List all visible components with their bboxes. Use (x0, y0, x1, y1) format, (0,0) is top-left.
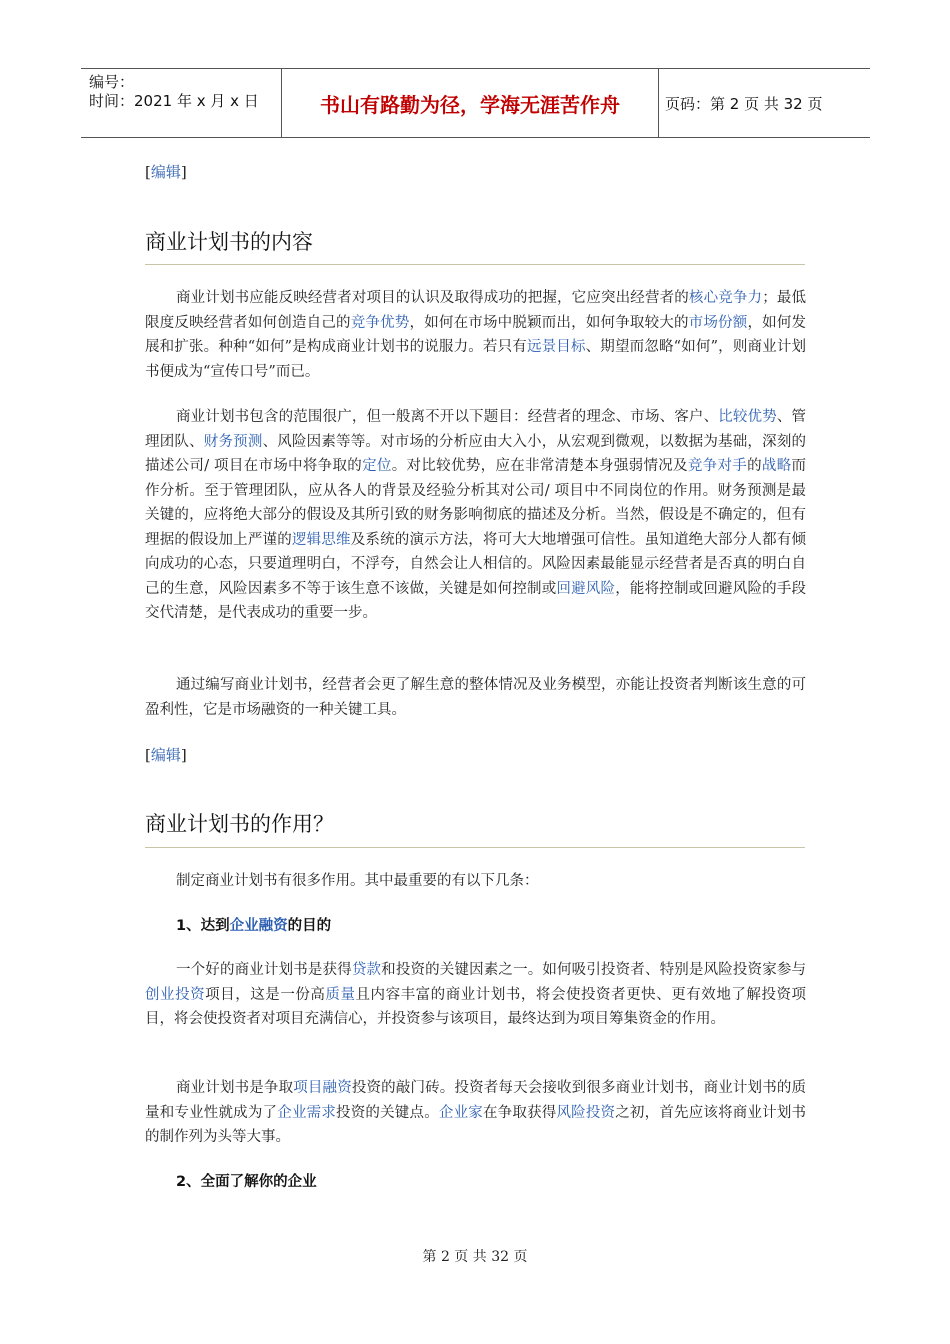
text-run: 、管理团队、 (145, 409, 807, 450)
paragraph (145, 869, 806, 894)
text-run: ，如何在市场中脱颖而出，如何争取较大的 (409, 314, 689, 331)
text-run: 而作分析。至于管理团队，应从各人的背景及经验分析其对公司/ 项目中不同岗位的作用。财务预测是最关键的，应将绝大部分的假设及其所引致的财务影响彻底的描述及分析。当然，假设是不确定的，但有理据的假设加上严谨的 (145, 458, 807, 548)
inline-link[interactable]: 定位 (362, 458, 392, 474)
header-meta (81, 69, 281, 137)
text-run: 制定商业计划书有很多作用。其中最重要的有以下几条： (176, 873, 539, 889)
inline-link[interactable]: 核心竞争力 (688, 290, 763, 306)
edit-link-row: [编辑] (145, 746, 187, 764)
inline-link[interactable]: 质量 (325, 986, 356, 1003)
inline-link[interactable]: 财务预测 (203, 433, 263, 450)
page-footer: 第 2 页 共 32 页 (422, 1249, 528, 1265)
inline-link[interactable]: 竞争优势 (350, 314, 410, 331)
text-run: 之初，首先应该将商业计划书的制作列为头等大事。 (145, 1104, 807, 1145)
text-run: 商业计划书包含的范围很广，但一般离不开以下题目：经营者的理念、市场、客户、 (176, 409, 719, 425)
inline-link[interactable]: 远景目标 (526, 339, 586, 355)
header-page-info: 页码：第 2 页 共 32 页 (665, 94, 823, 113)
inline-link[interactable]: 创业投资 (145, 986, 206, 1003)
text-run: 1、达到 (176, 918, 230, 934)
inline-link[interactable]: 风险投资 (556, 1104, 616, 1121)
code-label: 编号： (89, 73, 135, 91)
text-run: ，如何发展和扩张。种种“如何”是构成商业计划书的说服力。若只有 (145, 314, 807, 355)
edit-link[interactable]: 编辑 (150, 163, 181, 181)
inline-link[interactable]: 贷款 (351, 962, 382, 978)
section-title-content: 商业计划书的内容 (145, 230, 313, 254)
inline-link[interactable]: 比较优势 (718, 409, 777, 425)
inline-link[interactable]: 回避风险 (556, 580, 616, 597)
text-run: ，能将控制或回避风险的手段交代清楚，是代表成功的重要一步。 (145, 580, 807, 621)
paragraph (145, 1076, 806, 1150)
text-run: 。对比较优势，应在非常清楚本身强弱情况及 (391, 458, 688, 474)
header-motto: 书山有路勤为径，学海无涯苦作舟 (281, 69, 659, 137)
paragraph (145, 673, 806, 722)
inline-link[interactable]: 战略 (761, 458, 792, 474)
text-run: 、风险因素等等。对市场的分析应由大入小，从宏观到微观，以数据为基础，深刻的描述公司/ 项目在市场中将争取的 (145, 433, 807, 474)
text-run: 一个好的商业计划书是获得 (176, 962, 352, 978)
subheading (176, 914, 331, 935)
paragraph (145, 286, 806, 384)
text-run: 在争取获得 (482, 1104, 557, 1121)
inline-link[interactable]: 企业家 (438, 1104, 483, 1121)
text-run: 投资的关键点。 (336, 1104, 439, 1121)
document-header (81, 68, 870, 138)
section-divider (145, 847, 805, 848)
edit-link[interactable]: 编辑 (150, 746, 181, 764)
text-run: 商业计划书应能反映经营者对项目的认识及取得成功的把握，它应突出经营者的 (176, 290, 689, 306)
inline-link[interactable]: 市场份额 (688, 314, 748, 331)
text-run: 的目的 (287, 918, 332, 934)
text-run: 2、全面了解你的企业 (176, 1174, 317, 1190)
paragraph (145, 958, 806, 1032)
text-run: 及系统的演示方法，将可大大地增强可信性。虽知道绝大部分人都有倾向成功的心态，只要道理明白，不浮夸，自然会让人相信的。风险因素最能显示经营者是否真的明白自己的生意，风险因素多不等于该生意不该做，关键是如何控制或 (145, 531, 807, 597)
text-run: ；最低限度反映经营者如何创造自己的 (145, 290, 807, 331)
inline-link[interactable]: 企业融资 (229, 918, 288, 934)
text-run: 且内容丰富的商业计划书，将会使投资者更快、更有效地了解投资项目，将会使投资者对项目充满信心，并投资参与该项目，最终达到为项目筹集资金的作用。 (145, 986, 807, 1027)
edit-link-row: [编辑] (145, 163, 187, 181)
subheading (176, 1170, 317, 1191)
text-run: 、期望而忽略“如何”，则商业计划书便成为“宣传口号”而已。 (145, 339, 807, 380)
paragraph (145, 405, 806, 626)
time-label: 时间：2021 年 x 月 x 日 (89, 92, 259, 110)
text-run: 的 (747, 458, 762, 474)
text-run: 通过编写商业计划书，经营者会更了解生意的整体情况及业务模型，亦能让投资者判断该生意的可盈利性，它是市场融资的一种关键工具。 (145, 677, 806, 718)
section-divider (145, 264, 805, 265)
inline-link[interactable]: 企业需求 (277, 1104, 337, 1121)
section-title-purpose: 商业计划书的作用？ (145, 812, 334, 836)
inline-link[interactable]: 逻辑思维 (291, 531, 351, 548)
text-run: 商业计划书是争取 (176, 1080, 294, 1096)
text-run: 项目，这是一份高 (205, 986, 326, 1003)
inline-link[interactable]: 竞争对手 (687, 458, 748, 474)
text-run: 投资的敲门砖。投资者每天会接收到很多商业计划书，商业计划书的质量和专业性就成为了 (145, 1080, 807, 1121)
inline-link[interactable]: 项目融资 (293, 1080, 352, 1096)
text-run: 和投资的关键因素之一。如何吸引投资者、特别是风险投资家参与 (381, 962, 807, 978)
